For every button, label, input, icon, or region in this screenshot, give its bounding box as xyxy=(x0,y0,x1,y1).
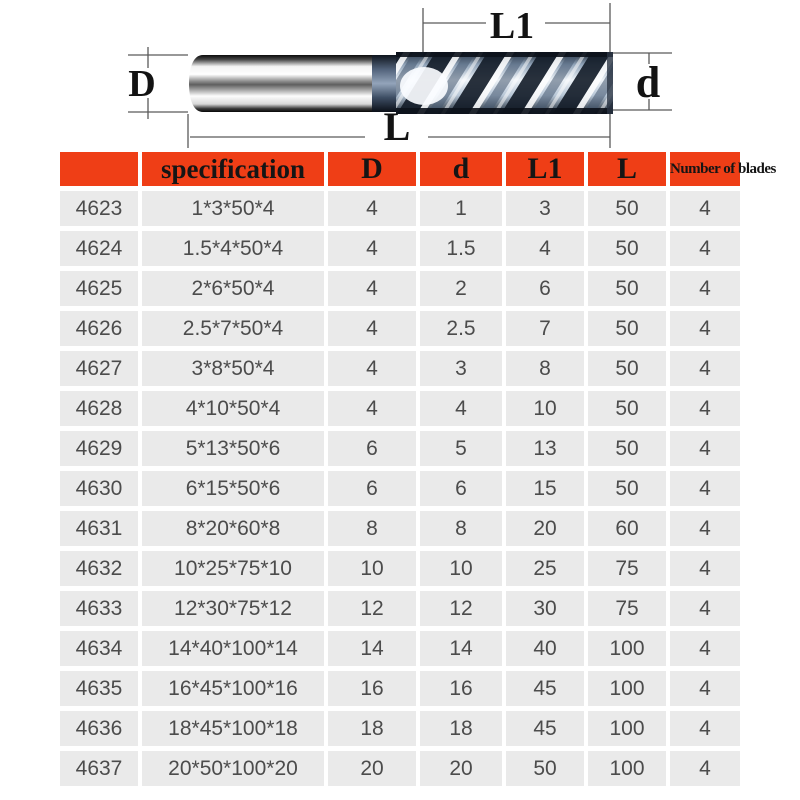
cell-L1: 45 xyxy=(506,711,584,746)
cell-L: 50 xyxy=(588,351,666,386)
cell-blades: 4 xyxy=(670,311,740,346)
header-item xyxy=(60,152,138,186)
header-d: d xyxy=(420,152,502,186)
table-row xyxy=(60,431,740,466)
cell-L1: 7 xyxy=(506,311,584,346)
cell-L1: 30 xyxy=(506,591,584,626)
table-row xyxy=(60,271,740,306)
cell-blades: 4 xyxy=(670,751,740,786)
cell-L: 75 xyxy=(588,551,666,586)
cell-item: 4629 xyxy=(60,431,138,466)
cell-d: 16 xyxy=(420,671,502,706)
cell-blades: 4 xyxy=(670,711,740,746)
cell-L1: 8 xyxy=(506,351,584,386)
cell-L: 50 xyxy=(588,431,666,466)
cell-L: 100 xyxy=(588,751,666,786)
cell-d: 1 xyxy=(420,191,502,226)
cell-blades: 4 xyxy=(670,631,740,666)
cell-L1: 45 xyxy=(506,671,584,706)
cell-d: 8 xyxy=(420,511,502,546)
cell-L1: 13 xyxy=(506,431,584,466)
cell-item: 4627 xyxy=(60,351,138,386)
cell-L: 50 xyxy=(588,271,666,306)
dim-label-D: D xyxy=(128,63,156,105)
cell-D: 16 xyxy=(328,671,416,706)
cell-blades: 4 xyxy=(670,471,740,506)
cell-L1: 50 xyxy=(506,751,584,786)
header-L1: L1 xyxy=(506,152,584,186)
cell-d: 4 xyxy=(420,391,502,426)
cell-d: 2 xyxy=(420,271,502,306)
cell-d: 5 xyxy=(420,431,502,466)
dim-label-L1: L1 xyxy=(489,5,535,47)
cell-D: 12 xyxy=(328,591,416,626)
cell-d: 14 xyxy=(420,631,502,666)
cell-item: 4632 xyxy=(60,551,138,586)
table-row xyxy=(60,231,740,266)
cell-L: 100 xyxy=(588,671,666,706)
cell-L: 50 xyxy=(588,311,666,346)
cell-blades: 4 xyxy=(670,271,740,306)
cell-blades: 4 xyxy=(670,671,740,706)
table-row xyxy=(60,311,740,346)
cell-spec: 20*50*100*20 xyxy=(142,751,324,786)
cell-item: 4633 xyxy=(60,591,138,626)
cell-L: 50 xyxy=(588,231,666,266)
cell-L: 100 xyxy=(588,631,666,666)
cell-d: 6 xyxy=(420,471,502,506)
flute-top-edge xyxy=(396,52,613,57)
endmill-drawing xyxy=(0,0,800,152)
cell-L1: 10 xyxy=(506,391,584,426)
cell-spec: 3*8*50*4 xyxy=(142,351,324,386)
cell-D: 10 xyxy=(328,551,416,586)
cell-D: 4 xyxy=(328,391,416,426)
cell-spec: 1*3*50*4 xyxy=(142,191,324,226)
cell-D: 4 xyxy=(328,311,416,346)
cell-d: 3 xyxy=(420,351,502,386)
cell-item: 4630 xyxy=(60,471,138,506)
header-D: D xyxy=(328,152,416,186)
cell-item: 4637 xyxy=(60,751,138,786)
cell-blades: 4 xyxy=(670,231,740,266)
dim-label-L: L xyxy=(383,104,411,149)
cell-spec: 8*20*60*8 xyxy=(142,511,324,546)
cell-D: 4 xyxy=(328,271,416,306)
cell-d: 2.5 xyxy=(420,311,502,346)
cell-item: 4626 xyxy=(60,311,138,346)
cell-item: 4635 xyxy=(60,671,138,706)
table-row xyxy=(60,751,740,786)
cell-spec: 10*25*75*10 xyxy=(142,551,324,586)
endmill-flutes xyxy=(396,52,613,114)
cell-D: 4 xyxy=(328,351,416,386)
product-diagram xyxy=(0,0,800,152)
cell-item: 4623 xyxy=(60,191,138,226)
spec-table xyxy=(56,147,776,791)
table-row xyxy=(60,591,740,626)
cell-L1: 4 xyxy=(506,231,584,266)
cell-D: 14 xyxy=(328,631,416,666)
flute-highlight xyxy=(400,67,448,105)
table-row xyxy=(60,671,740,706)
cell-spec: 4*10*50*4 xyxy=(142,391,324,426)
endmill-shank xyxy=(189,55,372,112)
cell-L1: 25 xyxy=(506,551,584,586)
dim-label-d: d xyxy=(635,58,661,107)
cell-blades: 4 xyxy=(670,591,740,626)
cell-spec: 2*6*50*4 xyxy=(142,271,324,306)
cell-blades: 4 xyxy=(670,351,740,386)
cell-D: 6 xyxy=(328,431,416,466)
cell-L: 50 xyxy=(588,191,666,226)
spec-table-body xyxy=(60,191,740,786)
cell-blades: 4 xyxy=(670,431,740,466)
cell-L: 100 xyxy=(588,711,666,746)
cell-blades: 4 xyxy=(670,511,740,546)
cell-d: 12 xyxy=(420,591,502,626)
cell-L: 50 xyxy=(588,471,666,506)
cell-D: 8 xyxy=(328,511,416,546)
cell-spec: 12*30*75*12 xyxy=(142,591,324,626)
cell-L1: 6 xyxy=(506,271,584,306)
cell-blades: 4 xyxy=(670,191,740,226)
cell-L: 50 xyxy=(588,391,666,426)
cell-spec: 6*15*50*6 xyxy=(142,471,324,506)
table-row xyxy=(60,351,740,386)
cell-d: 20 xyxy=(420,751,502,786)
cell-spec: 5*13*50*6 xyxy=(142,431,324,466)
cell-L1: 20 xyxy=(506,511,584,546)
header-blades: Number of blades xyxy=(670,152,740,186)
cell-spec: 16*45*100*16 xyxy=(142,671,324,706)
cell-D: 18 xyxy=(328,711,416,746)
header-specification: specification xyxy=(142,152,324,186)
header-L: L xyxy=(588,152,666,186)
cell-D: 4 xyxy=(328,231,416,266)
flute-bottom-edge xyxy=(396,108,613,114)
cell-spec: 18*45*100*18 xyxy=(142,711,324,746)
cell-L: 60 xyxy=(588,511,666,546)
cell-blades: 4 xyxy=(670,551,740,586)
cell-D: 6 xyxy=(328,471,416,506)
cell-item: 4631 xyxy=(60,511,138,546)
flute-end-face xyxy=(607,52,613,114)
cell-spec: 1.5*4*50*4 xyxy=(142,231,324,266)
cell-spec: 14*40*100*14 xyxy=(142,631,324,666)
cell-L1: 40 xyxy=(506,631,584,666)
cell-D: 20 xyxy=(328,751,416,786)
cell-item: 4634 xyxy=(60,631,138,666)
cell-item: 4628 xyxy=(60,391,138,426)
table-header-row xyxy=(60,152,740,186)
cell-item: 4636 xyxy=(60,711,138,746)
table-row xyxy=(60,631,740,666)
cell-D: 4 xyxy=(328,191,416,226)
cell-L: 75 xyxy=(588,591,666,626)
table-row xyxy=(60,551,740,586)
cell-d: 1.5 xyxy=(420,231,502,266)
table-row xyxy=(60,511,740,546)
cell-blades: 4 xyxy=(670,391,740,426)
cell-d: 18 xyxy=(420,711,502,746)
cell-L1: 15 xyxy=(506,471,584,506)
table-row xyxy=(60,711,740,746)
cell-L1: 3 xyxy=(506,191,584,226)
cell-item: 4625 xyxy=(60,271,138,306)
cell-item: 4624 xyxy=(60,231,138,266)
cell-d: 10 xyxy=(420,551,502,586)
table-row xyxy=(60,391,740,426)
table-row xyxy=(60,191,740,226)
cell-spec: 2.5*7*50*4 xyxy=(142,311,324,346)
table-row xyxy=(60,471,740,506)
